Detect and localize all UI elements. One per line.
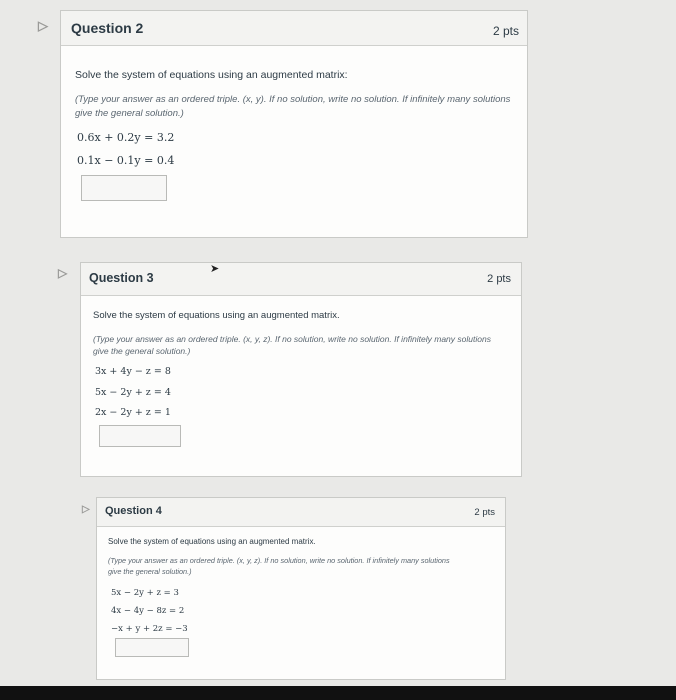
instructions-line-1: (Type your answer as an ordered triple. (x, y, z). If no solution, write no solution. If infinitely many solutions <box>108 556 450 565</box>
instructions-line-2: give the general solution.) <box>75 107 184 119</box>
equation-2: 5x − 2y + z = 4 <box>95 387 171 398</box>
instructions-line-2: give the general solution.) <box>93 346 191 357</box>
question-instructions <box>108 556 503 577</box>
flag-icon[interactable]: ▷ <box>82 504 90 515</box>
screen-bezel <box>0 686 676 700</box>
equation-1: 0.6x + 0.2y = 3.2 <box>77 131 175 144</box>
mouse-cursor-icon: ➤ <box>210 263 220 275</box>
instructions-line-1: (Type your answer as an ordered triple. (x, y). If no solution, write no solution. If infinitely many solutions <box>75 94 511 105</box>
flag-icon[interactable]: ▷ <box>38 18 48 33</box>
equation-1: 3x + 4y − z = 8 <box>95 366 171 377</box>
answer-input[interactable] <box>81 175 167 201</box>
equation-2: 4x − 4y − 8z = 2 <box>111 606 185 616</box>
question-points: 2 pts <box>474 507 495 518</box>
instructions-line-1: (Type your answer as an ordered triple. (x, y, z). If no solution, write no solution. If infinitely many solutions <box>93 334 491 344</box>
question-card-2 <box>60 10 528 238</box>
equation-3: −x + y + 2z = −3 <box>111 624 188 634</box>
equation-1: 5x − 2y + z = 3 <box>111 588 179 598</box>
question-card-4 <box>96 497 506 680</box>
equation-2: 0.1x − 0.1y = 0.4 <box>77 154 175 167</box>
question-instructions <box>93 333 518 358</box>
question-prompt: Solve the system of equations using an augmented matrix: <box>75 69 348 81</box>
question-title: Question 3 <box>89 271 154 285</box>
flag-icon[interactable]: ▷ <box>58 266 68 280</box>
question-prompt: Solve the system of equations using an augmented matrix. <box>93 310 340 321</box>
question-title: Question 4 <box>105 505 162 517</box>
answer-input[interactable] <box>99 425 181 447</box>
question-prompt: Solve the system of equations using an augmented matrix. <box>108 537 316 546</box>
question-instructions <box>75 93 525 121</box>
question-card-3 <box>80 262 522 477</box>
instructions-line-2: give the general solution.) <box>108 566 192 576</box>
question-points: 2 pts <box>492 24 519 38</box>
question-title: Question 2 <box>71 20 144 36</box>
equation-3: 2x − 2y + z = 1 <box>95 407 171 418</box>
answer-input[interactable] <box>115 638 189 657</box>
question-points: 2 pts <box>487 273 511 285</box>
